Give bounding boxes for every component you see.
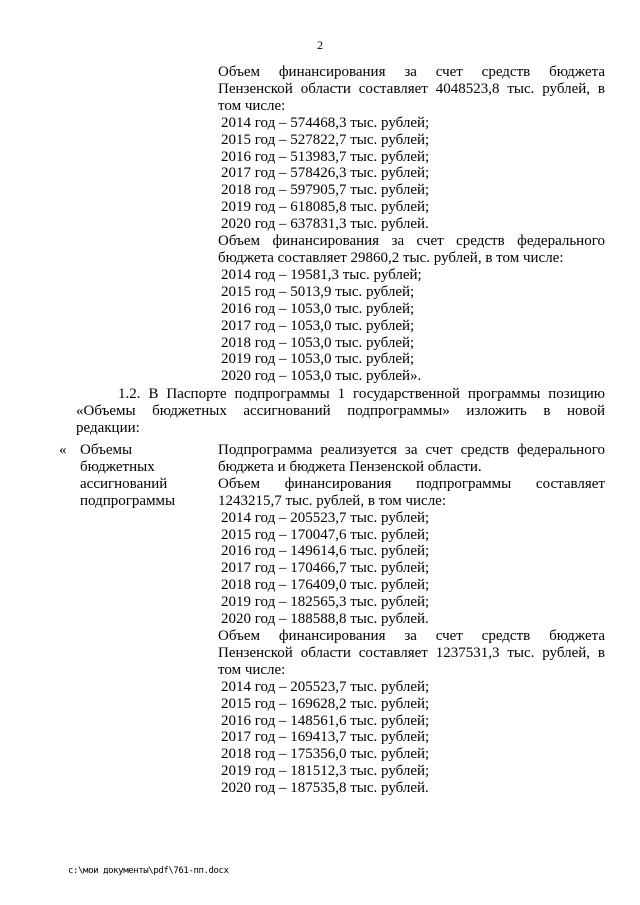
year-line: 2019 год – 181512,3 тыс. рублей;	[221, 763, 430, 780]
year-line: 2016 год – 149614,6 тыс. рублей;	[221, 543, 430, 560]
text-line: бюджета составляет 29860,2 тыс. рублей, в том числе:	[218, 249, 564, 266]
text-line: 1243215,7 тыс. рублей, в том числе:	[218, 492, 447, 509]
text-line: Пензенской области составляет 1237531,3 тыс. рублей, в	[218, 644, 605, 661]
year-line: 2018 год – 1053,0 тыс. рублей;	[221, 334, 415, 351]
financing-block-1	[218, 64, 605, 385]
year-line: 2014 год – 205523,7 тыс. рублей;	[221, 509, 430, 526]
year-line: 2020 год – 637831,3 тыс. рублей.	[221, 216, 429, 233]
year-line: 2014 год – 574468,3 тыс. рублей;	[221, 114, 430, 131]
label-line: Объемы	[80, 442, 133, 458]
text-line: «Объемы бюджетных ассигнований подпрограммы» изложить в новой	[76, 402, 605, 419]
year-line: 2015 год – 527822,7 тыс. рублей;	[221, 131, 430, 148]
year-line: 2020 год – 187535,8 тыс. рублей.	[221, 780, 429, 797]
footer-file-path: c:\мои документы\pdf\761-пп.docx	[68, 866, 229, 876]
open-quote: «	[59, 442, 67, 458]
label-line: бюджетных	[80, 458, 155, 475]
text-line: Объем финансирования за счет средств бюджета	[218, 627, 605, 644]
year-line: 2019 год – 618085,8 тыс. рублей;	[221, 199, 430, 216]
text-line: Подпрограмма реализуется за счет средств федерального	[218, 442, 605, 458]
text-line: Пензенской области составляет 4048523,8 тыс. рублей, в	[218, 80, 605, 97]
text-line: Объем финансирования подпрограммы составляет	[218, 475, 605, 492]
text-line: Объем финансирования за счет средств федерального	[218, 233, 605, 250]
text-line: бюджета и бюджета Пензенской области.	[218, 458, 482, 475]
year-line: 2017 год – 169413,7 тыс. рублей;	[221, 729, 430, 746]
page-number: 2	[317, 38, 323, 52]
text-line: том числе:	[218, 97, 286, 114]
year-line: 2017 год – 170466,7 тыс. рублей;	[221, 560, 430, 577]
year-line: 2016 год – 1053,0 тыс. рублей;	[221, 300, 415, 317]
financing-block-2	[218, 442, 605, 797]
year-line: 2015 год – 170047,6 тыс. рублей;	[221, 526, 430, 543]
label-line: подпрограммы	[80, 492, 176, 509]
year-line: 2019 год – 182565,3 тыс. рублей;	[221, 594, 430, 611]
text-line: том числе:	[218, 661, 286, 678]
text-line: 1.2. В Паспорте подпрограммы 1 государственной программы позицию	[118, 386, 605, 402]
year-line: 2015 год – 5013,9 тыс. рублей;	[221, 283, 415, 300]
year-line: 2014 год – 205523,7 тыс. рублей;	[221, 678, 430, 695]
year-line: 2017 год – 578426,3 тыс. рублей;	[221, 165, 430, 182]
year-line: 2016 год – 513983,7 тыс. рублей;	[221, 148, 430, 165]
year-line: 2018 год – 175356,0 тыс. рублей;	[221, 746, 430, 763]
year-line: 2020 год – 1053,0 тыс. рублей».	[221, 368, 422, 385]
year-line: 2014 год – 19581,3 тыс. рублей;	[221, 266, 422, 283]
year-line: 2016 год – 148561,6 тыс. рублей;	[221, 712, 430, 729]
label-line: ассигнований	[80, 475, 168, 492]
year-line: 2018 год – 597905,7 тыс. рублей;	[221, 182, 430, 199]
year-line: 2020 год – 188588,8 тыс. рублей.	[221, 611, 429, 628]
paragraph-1-2	[76, 386, 605, 437]
year-line: 2019 год – 1053,0 тыс. рублей;	[221, 351, 415, 368]
year-line: 2018 год – 176409,0 тыс. рублей;	[221, 577, 430, 594]
year-line: 2015 год – 169628,2 тыс. рублей;	[221, 695, 430, 712]
year-line: 2017 год – 1053,0 тыс. рублей;	[221, 317, 415, 334]
text-line: редакции:	[76, 419, 140, 436]
text-line: Объем финансирования за счет средств бюджета	[218, 64, 605, 80]
